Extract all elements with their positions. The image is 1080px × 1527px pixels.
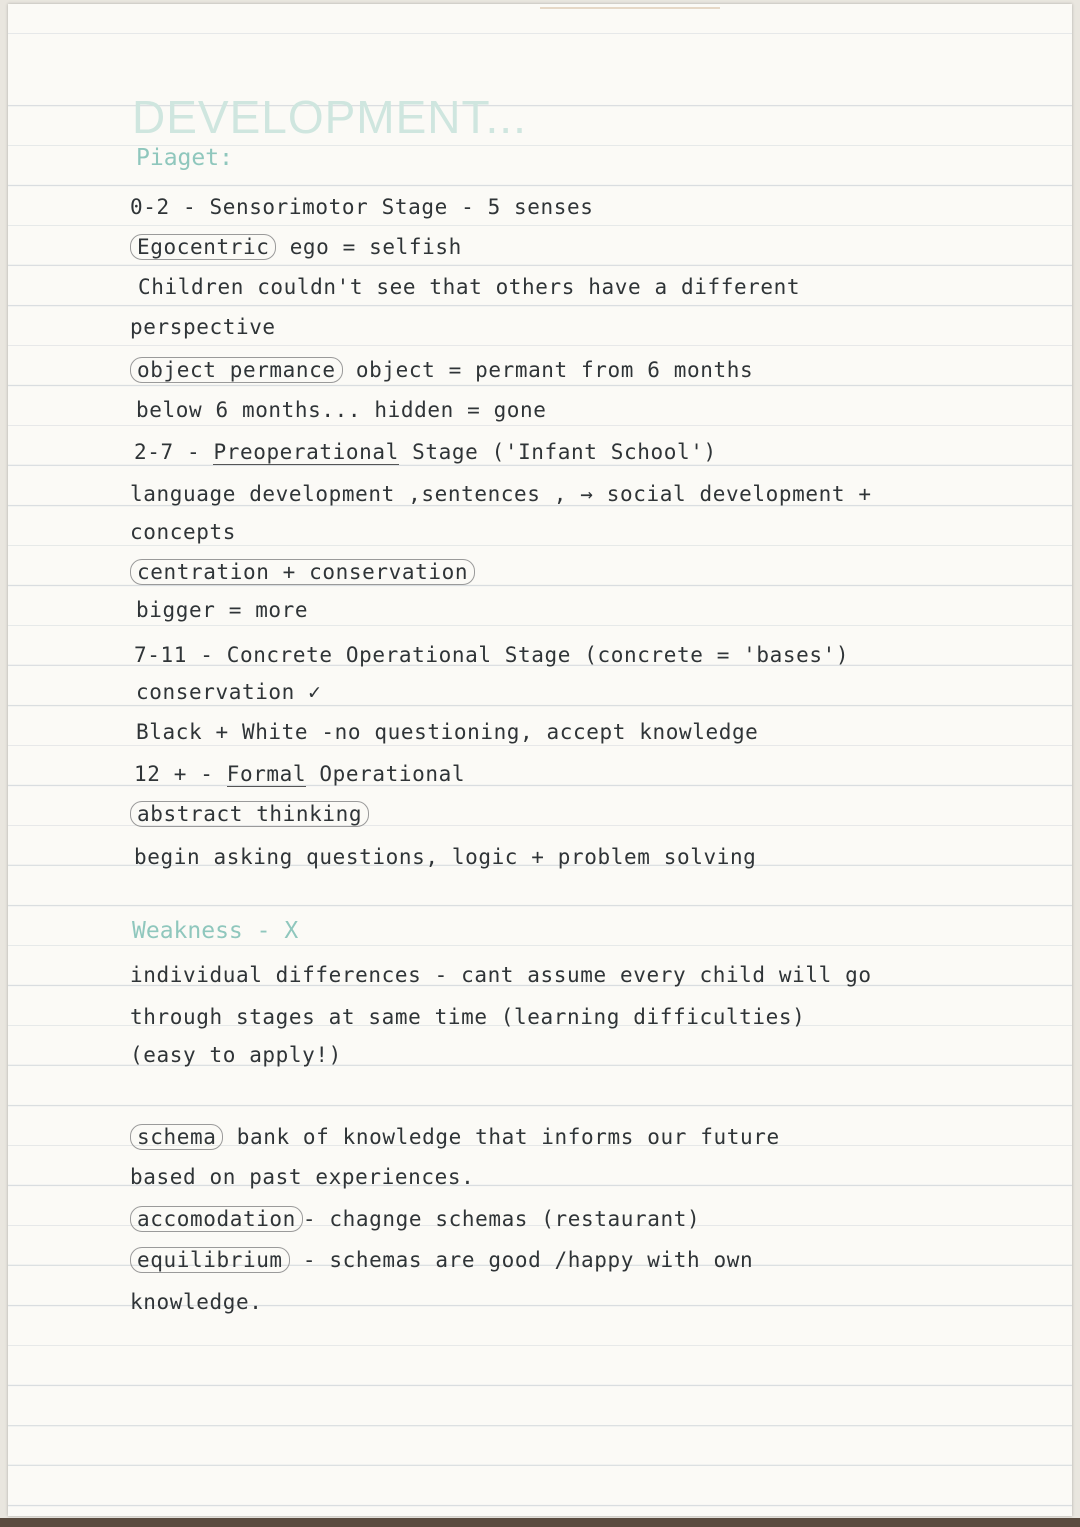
object-permanence-term: object permance [130,357,343,383]
weakness-line-2: through stages at same time (learning difficulties) [130,1005,806,1029]
equilibrium-definition: - schemas are good /happy with own [289,1248,754,1272]
sensorimotor-stage: 0-2 - Sensorimotor Stage - 5 senses [130,195,594,219]
preoperational-term: Preoperational [213,440,399,464]
abstract-thinking-line [130,802,369,826]
preoperational-note: Stage ('Infant School') [398,440,717,464]
language-line-1: language development ,sentences , → social development + [130,482,872,506]
formal-operational-stage [134,762,465,786]
bigger-more-line: bigger = more [136,598,309,622]
accomodation-definition: - chagnge schemas (restaurant) [302,1207,701,1231]
page-bottom-edge [0,1518,1080,1527]
language-line-2: concepts [130,520,236,544]
equilibrium-line [130,1248,753,1272]
accomodation-line [130,1207,700,1231]
begin-asking-line: begin asking questions, logic + problem solving [134,845,757,869]
below-six-months-line: below 6 months... hidden = gone [136,398,547,422]
conservation-line: conservation ✓ [136,680,322,704]
weakness-heading: Weakness - X [132,918,299,944]
black-white-line: Black + White -no questioning, accept knowledge [136,720,759,744]
centration-term: centration + conservation [130,559,475,585]
children-line-2: perspective [130,315,276,339]
preoperational-stage [134,440,717,464]
formal-note: Operational [306,762,466,786]
object-permanence-line [130,358,753,382]
egocentric-definition: ego = selfish [289,235,462,259]
object-permanence-definition: object = permant from 6 months [355,358,754,382]
schema-line-2: based on past experiences. [130,1165,475,1189]
schema-definition: bank of knowledge that informs our future [236,1125,780,1149]
equilibrium-line-2: knowledge. [130,1290,263,1314]
concrete-operational-stage: 7-11 - Concrete Operational Stage (concrete = 'bases') [134,643,850,667]
formal-term: Formal [226,762,307,786]
egocentric-term: Egocentric [130,234,276,260]
preoperational-age: 2-7 - [134,440,214,464]
equilibrium-term: equilibrium [130,1247,290,1273]
abstract-thinking-term: abstract thinking [130,801,369,827]
children-line-1: Children couldn't see that others have a different [138,275,801,299]
page-mark [540,7,720,9]
schema-term: schema [130,1124,223,1150]
schema-line [130,1125,780,1149]
centration-line [130,560,475,584]
egocentric-line [130,235,462,259]
weakness-line-3: (easy to apply!) [130,1043,342,1067]
weakness-line-1: individual differences - cant assume every child will go [130,963,872,987]
formal-age: 12 + - [134,762,227,786]
page-title: DEVELOPMENT... [132,91,527,143]
accomodation-term: accomodation [130,1206,303,1232]
piaget-heading: Piaget: [136,145,233,171]
